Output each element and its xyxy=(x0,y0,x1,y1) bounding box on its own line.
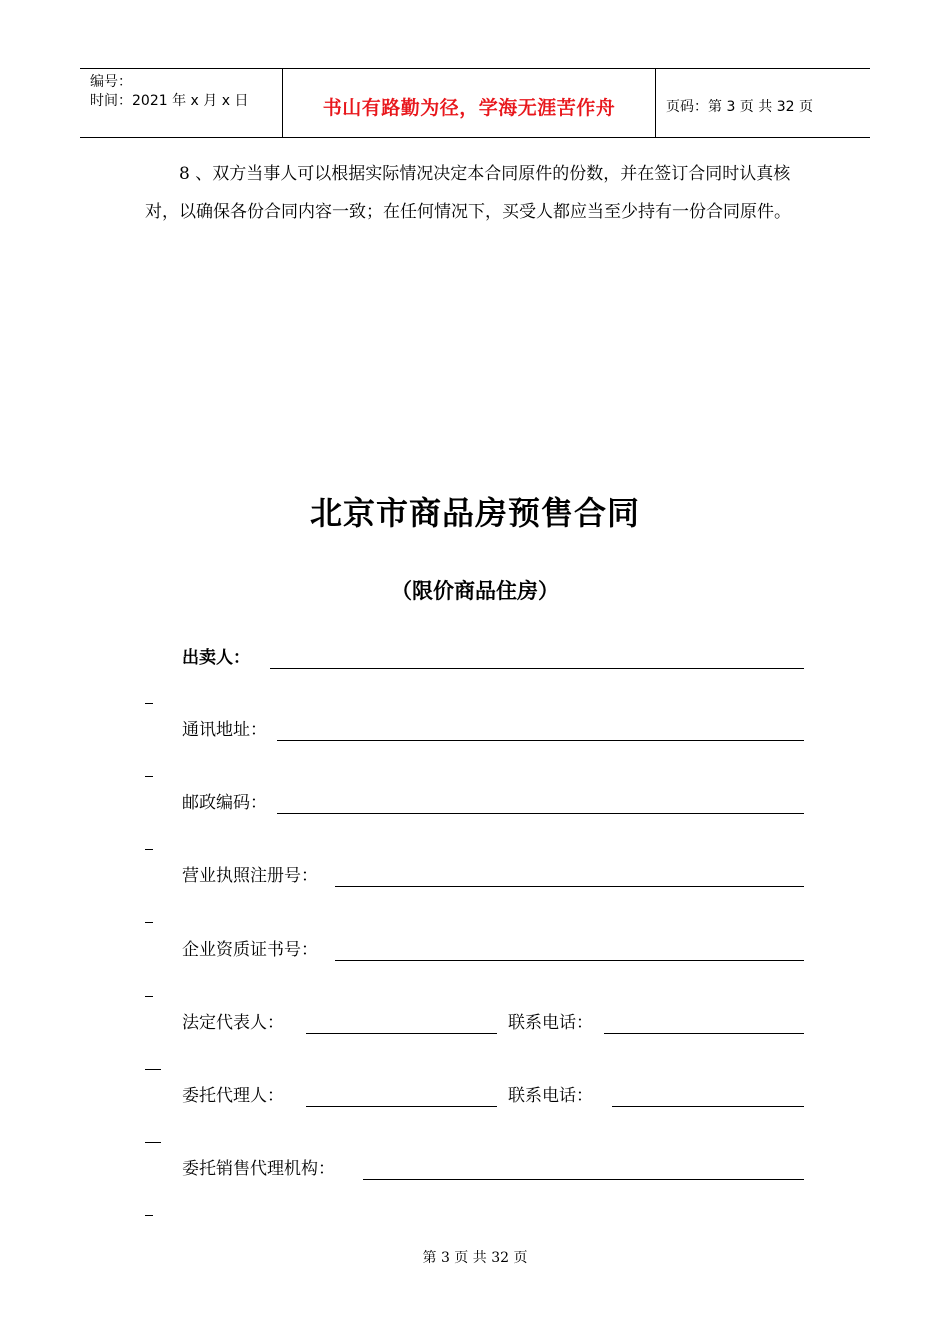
page-footer: 第 3 页 共 32 页 xyxy=(422,1250,528,1266)
clause-8-text: 8 、双方当事人可以根据实际情况决定本合同原件的份数，并在签订合同时认真核对，以确保各份合同内容一致；在任何情况下，买受人都应当至少持有一份合同原件。 xyxy=(145,164,791,222)
postcode-continuation-dash xyxy=(145,849,153,850)
seller-continuation-dash xyxy=(145,703,153,704)
header-page-cell xyxy=(656,69,870,137)
legal-rep-label: 法定代表人： xyxy=(182,1013,284,1033)
qualification-blank-line xyxy=(335,960,804,961)
postcode-row xyxy=(182,790,804,816)
agent-row xyxy=(182,1083,804,1109)
document-number-label: 编号： xyxy=(90,74,132,90)
document-date-label: 时间：2021 年 x 月 x 日 xyxy=(90,93,249,109)
legal-rep-blank-line xyxy=(306,1033,497,1034)
sales-agency-row xyxy=(182,1156,804,1182)
header-motto-cell xyxy=(282,69,656,137)
address-continuation-dash xyxy=(145,776,153,777)
contract-subtitle: （限价商品住房） xyxy=(391,579,559,603)
postcode-blank-line xyxy=(277,813,804,814)
qualification-label: 企业资质证书号： xyxy=(182,940,318,960)
agent-phone-blank-line xyxy=(612,1106,804,1107)
page-header xyxy=(80,68,870,138)
address-blank-line xyxy=(277,740,804,741)
qualification-row xyxy=(182,937,804,963)
header-meta-cell xyxy=(80,69,282,137)
legal-rep-row xyxy=(182,1010,804,1036)
seller-label: 出卖人： xyxy=(182,648,250,668)
agent-continuation-dash xyxy=(145,1142,161,1143)
legal-rep-phone-label: 联系电话： xyxy=(508,1013,593,1033)
postcode-label: 邮政编码： xyxy=(182,793,267,813)
address-row xyxy=(182,717,804,743)
header-page-info: 页码：第 3 页 共 32 页 xyxy=(666,99,813,115)
sales-agency-blank-line xyxy=(363,1179,804,1180)
sales-agency-continuation-dash xyxy=(145,1215,153,1216)
agent-phone-label: 联系电话： xyxy=(508,1086,593,1106)
license-continuation-dash xyxy=(145,922,153,923)
agent-label: 委托代理人： xyxy=(182,1086,284,1106)
license-label: 营业执照注册号： xyxy=(182,866,318,886)
address-label: 通讯地址： xyxy=(182,720,267,740)
sales-agency-label: 委托销售代理机构： xyxy=(182,1159,335,1179)
header-motto: 书山有路勤为径，学海无涯苦作舟 xyxy=(322,96,616,119)
license-blank-line xyxy=(335,886,804,887)
license-row xyxy=(182,863,804,889)
seller-blank-line xyxy=(270,668,804,669)
qualification-continuation-dash xyxy=(145,996,153,997)
seller-row xyxy=(182,645,804,671)
legal-rep-continuation-dash xyxy=(145,1069,161,1070)
clause-8-paragraph xyxy=(145,155,795,231)
legal-rep-phone-blank-line xyxy=(604,1033,804,1034)
contract-title: 北京市商品房预售合同 xyxy=(309,494,640,532)
agent-blank-line xyxy=(306,1106,497,1107)
